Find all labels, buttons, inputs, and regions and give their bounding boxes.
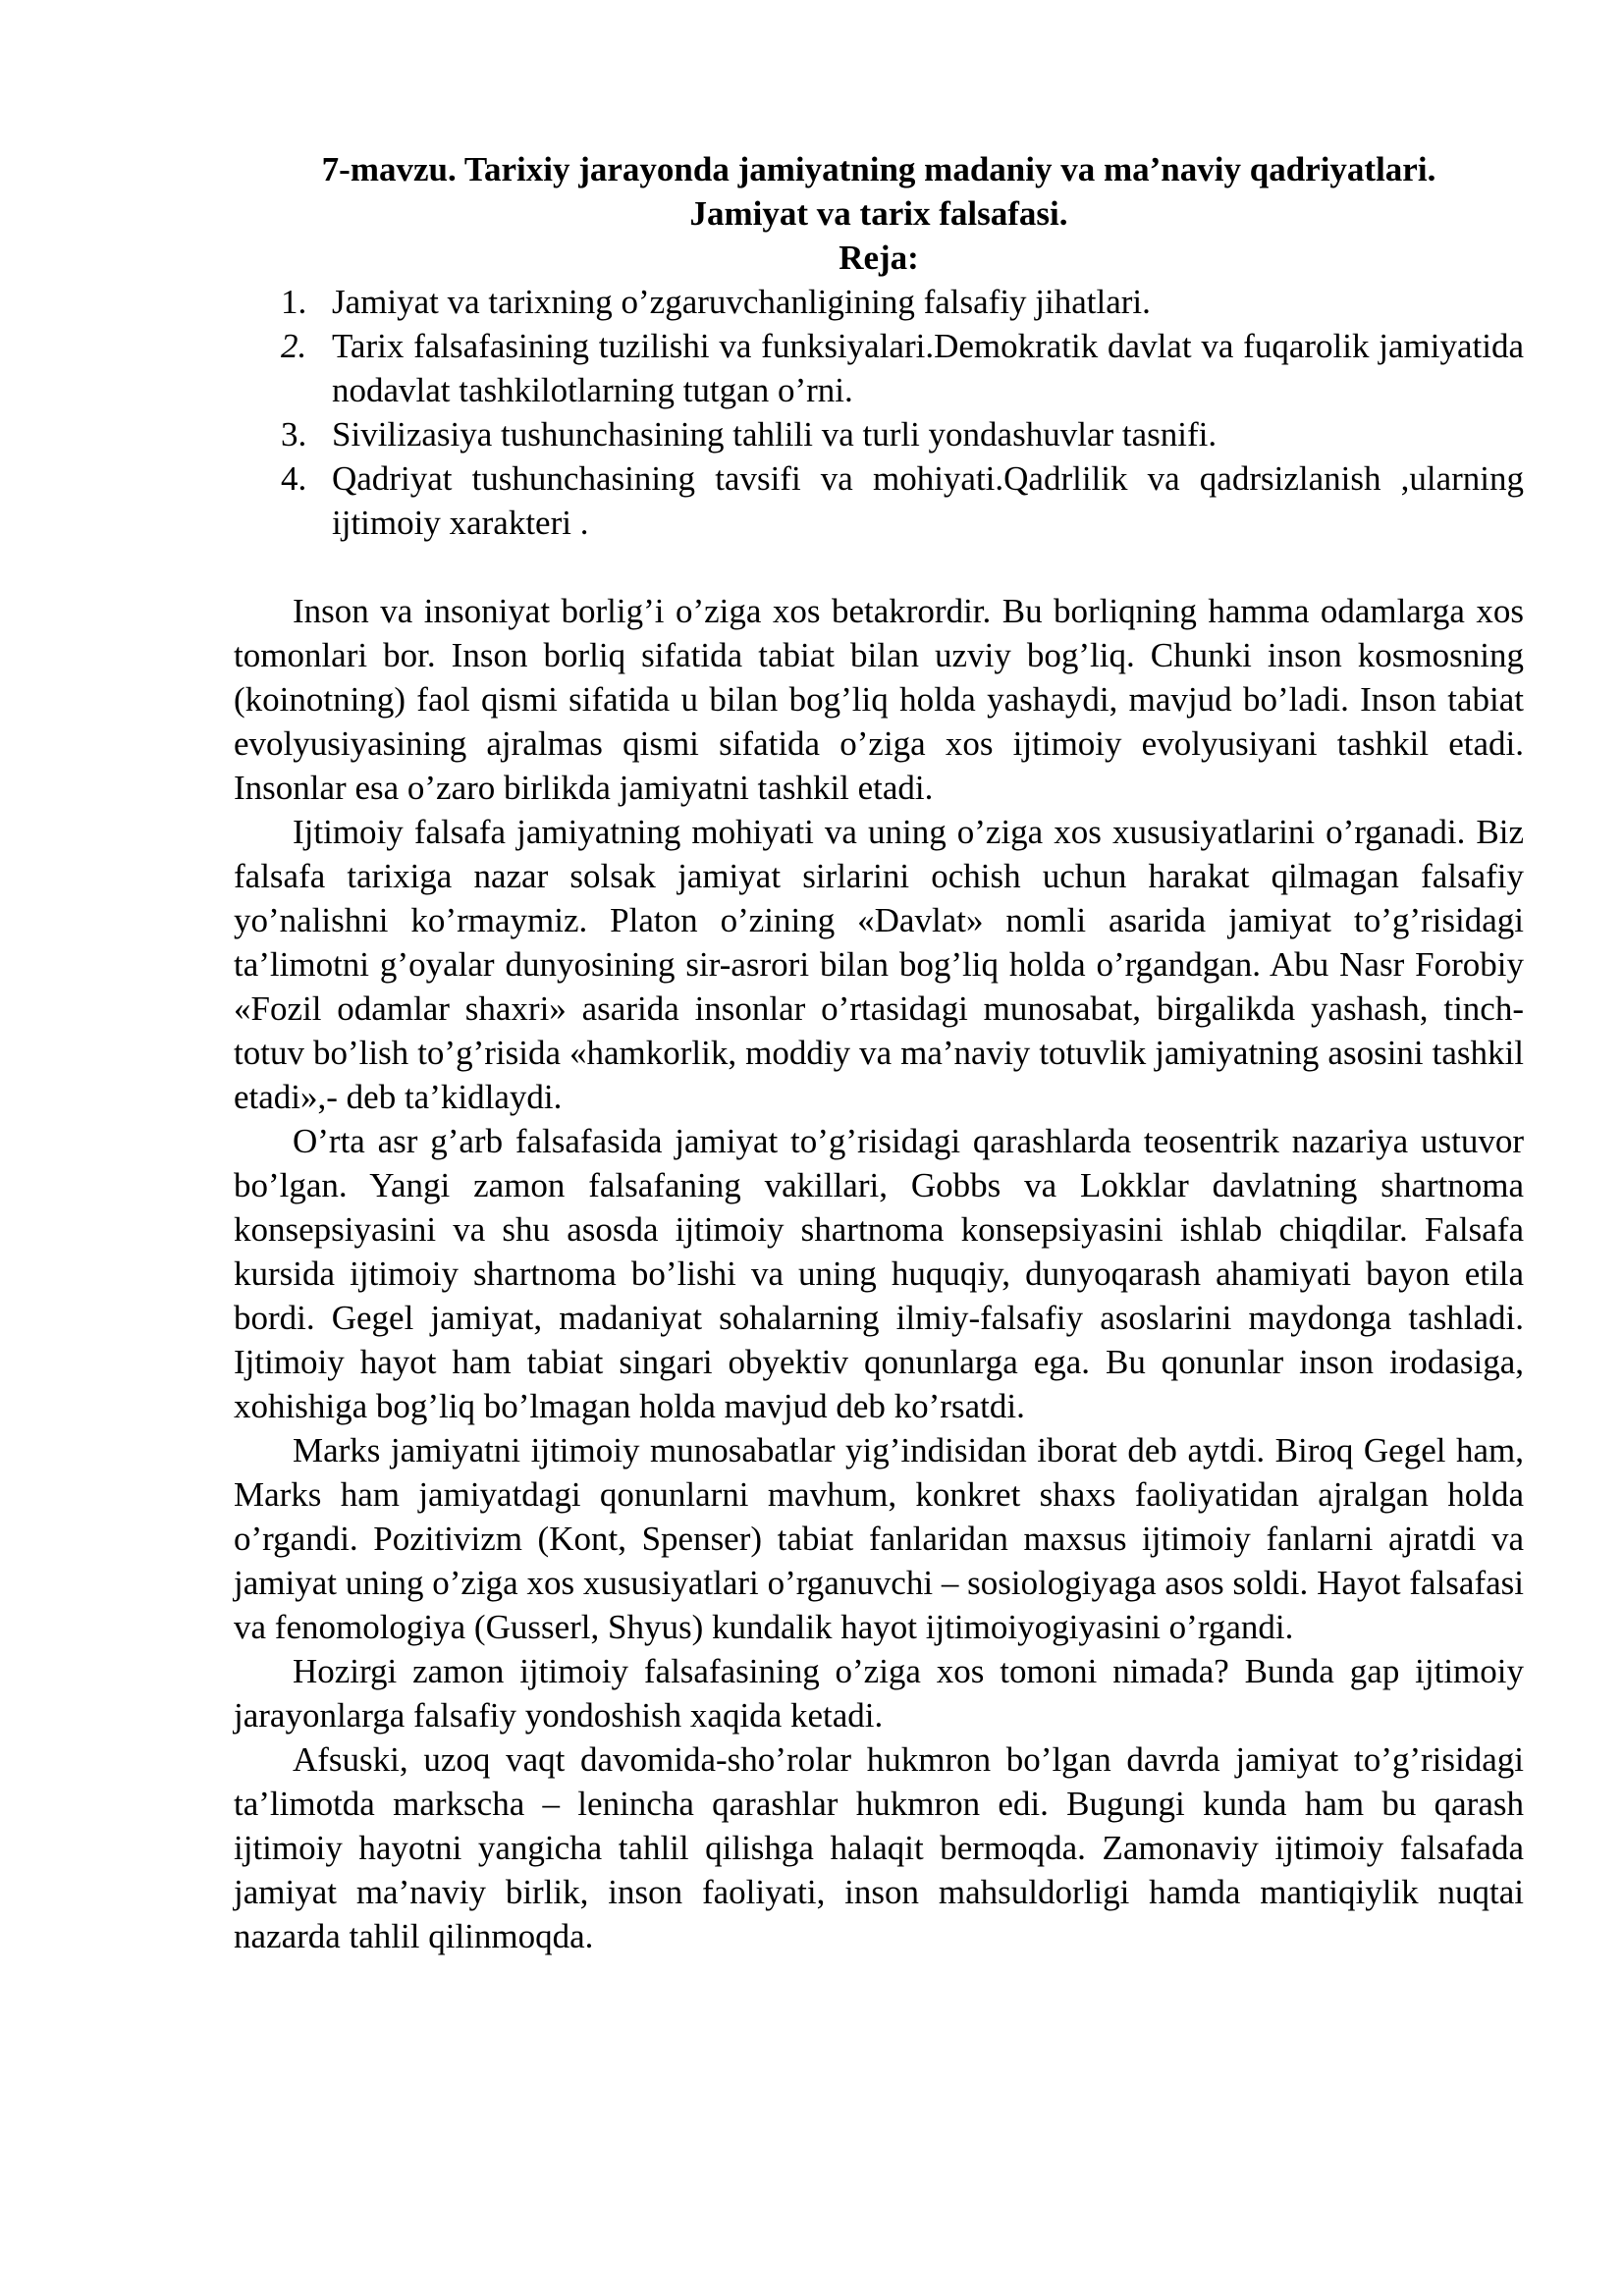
plan-item-number: 1. bbox=[281, 283, 307, 321]
paragraph: O’rta asr g’arb falsafasida jamiyat to’g’risidagi qarashlarda teosentrik nazariya ustuvor bo’lgan. Yangi zamon falsafaning vakillari, Gobbs va Lokklar davlatning shartnoma konsepsiyasini va shu asosda ijtimoiy shartnoma konsepsiyasini ishlab chiqdilar. Falsafa kursida ijtimoiy shartnoma bo’lishi va uning huquqiy, dunyoqarash ahamiyati bayon etila bordi. Gegel jamiyat, madaniyat sohalarning ilmiy-falsafiy asoslarini maydonga tashladi. Ijtimoiy hayot ham tabiat singari obyektiv qonunlarga ega. Bu qonunlar inson irodasiga, xohishiga bog’liq bo’lmagan holda mavjud deb ko’rsatdi. bbox=[234, 1122, 1524, 1425]
plan-item-number: 2. bbox=[281, 327, 307, 365]
plan-item bbox=[234, 280, 1524, 324]
plan-item bbox=[234, 412, 1524, 456]
paragraph: Hozirgi zamon ijtimoiy falsafasining o’ziga xos tomoni nimada? Bunda gap ijtimoiy jarayonlarga falsafiy yondoshish xaqida ketadi. bbox=[234, 1652, 1524, 1735]
paragraph: Afsuski, uzoq vaqt davomida-sho’rolar hukmron bo’lgan davrda jamiyat to’g’risidagi ta’limotda markscha – lenincha qarashlar hukmron edi. Bugungi kunda ham bu qarash ijtimoiy hayotni yangicha tahlil qilishga halaqit bermoqda. Zamonaviy ijtimoiy falsafada jamiyat ma’naviy birlik, inson faoliyati, inson mahsuldorligi hamda mantiqiylik nuqtai nazarda tahlil qilinmoqda. bbox=[234, 1740, 1524, 1955]
plan-item-number: 4. bbox=[281, 459, 307, 498]
document-title-line1: 7-mavzu. Tarixiy jarayonda jamiyatning madaniy va ma’naviy qadriyatlari. bbox=[321, 150, 1436, 188]
paragraph: Inson va insoniyat borlig’i o’ziga xos betakrordir. Bu borliqning hamma odamlarga xos tomonlari bor. Inson borliq sifatida tabiat bilan uzviy bog’liq. Chunki inson kosmosning (koinotning) faol qismi sifatida u bilan bog’liq holda yashaydi, mavjud bo’ladi. Inson tabiat evolyusiyasining ajralmas qismi sifatida o’ziga xos ijtimoiy evolyusiyani tashkil etadi. Insonlar esa o’zaro birlikda jamiyatni tashkil etadi. bbox=[234, 592, 1524, 807]
plan-item-text: Jamiyat va tarixning o’zgaruvchanligining falsafiy jihatlari. bbox=[332, 283, 1151, 321]
plan-item bbox=[234, 456, 1524, 545]
plan-item-text: Tarix falsafasining tuzilishi va funksiyalari.Demokratik davlat va fuqarolik jamiyatida nodavlat tashkilotlarning tutgan o’rni. bbox=[332, 327, 1524, 409]
plan-item-number: 3. bbox=[281, 415, 307, 454]
plan-item bbox=[234, 324, 1524, 412]
plan-item-text: Sivilizasiya tushunchasining tahlili va turli yondashuvlar tasnifi. bbox=[332, 415, 1218, 454]
section-spacer bbox=[234, 545, 1524, 589]
document-page bbox=[234, 147, 1524, 1958]
paragraph: Marks jamiyatni ijtimoiy munosabatlar yig’indisidan iborat deb aytdi. Biroq Gegel ham, Marks ham jamiyatdagi qonunlarni mavhum, konkret shaxs faoliyatidan ajralgan holda o’rgandi. Pozitivizm (Kont, Spenser) tabiat fanlaridan maxsus ijtimoiy fanlarni ajratdi va jamiyat uning o’ziga xos xususiyatlari o’rganuvchi – sosiologiyaga asos soldi. Hayot falsafasi va fenomologiya (Gusserl, Shyus) kundalik hayot ijtimoiyogiyasini o’rgandi. bbox=[234, 1431, 1524, 1646]
plan-list bbox=[234, 280, 1524, 545]
plan-item-text: Qadriyat tushunchasining tavsifi va mohiyati.Qadrlilik va qadrsizlanish ,ularning ijtimoiy xarakteri . bbox=[332, 459, 1524, 542]
body-text bbox=[234, 589, 1524, 1958]
paragraph: Ijtimoiy falsafa jamiyatning mohiyati va uning o’ziga xos xususiyatlarini o’rganadi. Biz falsafa tarixiga nazar solsak jamiyat sirlarini ochish uchun harakat qilmagan falsafiy yo’nalishni ko’rmaymiz. Platon o’zining «Davlat» nomli asarida jamiyat to’g’risidagi ta’limotni g’oyalar dunyosining sir-asrori bilan bog’liq holda o’rgandgan. Abu Nasr Forobiy «Fozil odamlar shaxri» asarida insonlar o’rtasidagi munosabat, birgalikda yashash, tinch-totuv bo’lish to’g’risida «hamkorlik, moddiy va ma’naviy totuvlik jamiyatning asosini tashkil etadi»,- deb ta’kidlaydi. bbox=[234, 813, 1524, 1116]
plan-heading: Reja: bbox=[839, 239, 919, 277]
document-title-line2: Jamiyat va tarix falsafasi. bbox=[689, 194, 1068, 233]
